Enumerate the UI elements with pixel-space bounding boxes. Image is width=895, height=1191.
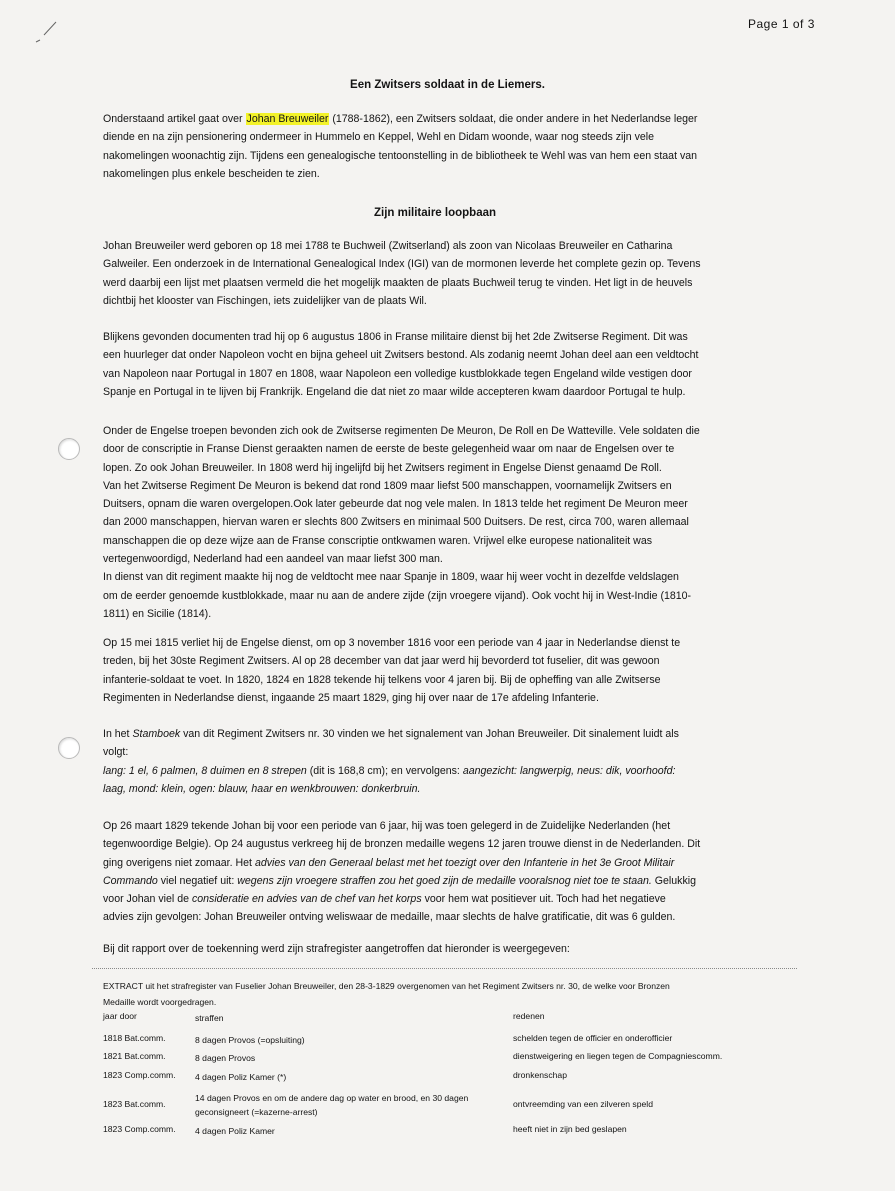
text-line: Johan Breuweiler werd geboren op 18 mei 1788 te Buchweil (Zwitserland) als zoon van Nicolaas Breuweiler en Catharina [103, 240, 673, 252]
extract-line: Medaille wordt voorgedragen. [103, 997, 217, 1007]
paragraph-french-service [103, 328, 797, 401]
cell-reason: heeft niet in zijn bed geslapen [513, 1124, 627, 1134]
text-line: lang: 1 el, 6 palmen, 8 duimen en 8 strepen (dit is 168,8 cm); en vervolgens: aangezicht: langwerpig, neus: dik, voorhoofd: [103, 764, 676, 777]
text-line: Onder de Engelse troepen bevonden zich ook de Zwitserse regimenten De Meuron, De Roll en De Watteville. Vele soldaten die [103, 425, 700, 437]
text-line: volgt: [103, 746, 129, 759]
text-line: Galweiler. Een onderzoek in de International Genealogical Index (IGI) van de mormonen leverde het complete gezin op. Tevens [103, 258, 701, 271]
text-line: dan 2000 manschappen, hiervan waren er slechts 800 Zwitsers en minimaal 500 Duitsers. De rest, circa 700, waren allemaal [103, 516, 689, 529]
text-line: een huurleger dat onder Napoleon vocht en bijna geheel uit Zwitsers bestond. Als zodanig neemt Johan deel aan een veldtocht [103, 349, 699, 362]
dotted-divider [92, 968, 797, 969]
text-line [103, 780, 797, 798]
paragraph-register-intro [103, 940, 797, 958]
text-line: voor Johan viel de consideratie en advies van de chef van het korps voor hem wat positiever uit. Toch had het negatieve [103, 893, 666, 906]
text-line: Op 15 mei 1815 verliet hij de Engelse dienst, om op 3 november 1816 voor een periode van 4 jaar in Nederlandse dienst te [103, 637, 681, 649]
header-year-by: jaar door [103, 1011, 137, 1021]
italic-text: consideratie en advies van de chef van het korps [191, 893, 422, 906]
text-line: 1811) en Sicilie (1814). [103, 607, 212, 620]
cell-year-by: 1818 Bat.comm. [103, 1033, 166, 1043]
text-line: Blijkens gevonden documenten trad hij op 6 augustus 1806 in Franse militaire dienst bij het 2de Zwitserse Regiment. Dit was [103, 331, 688, 343]
cell-year-by: 1823 Comp.comm. [103, 1124, 176, 1134]
text-line: nakomelingen plus enkele bescheiden te zien. [103, 167, 320, 180]
cell-punishment: 14 dagen Provos en om de andere dag op water en brood, en 30 dagen geconsigneert (=kazerne-arrest) [195, 1093, 469, 1117]
text-line: Van het Zwitserse Regiment De Meuron is bekend dat rond 1809 maar liefst 500 manschappen, voornamelijk Zwitsers en [103, 479, 672, 492]
text-line: door de conscriptie in Franse Dienst geraakten namen de eerste de beste gelegenheid waar om naar de Engelsen over te [103, 443, 675, 456]
cell-punishment: 8 dagen Provos (=opsluiting) [195, 1035, 305, 1045]
cell-reason: ontvreemding van een zilveren speld [513, 1099, 653, 1109]
cell-reason: dienstweigering en liegen tegen de Compagniescomm. [513, 1051, 723, 1061]
text-line: treden, bij het 30ste Regiment Zwitsers. Al op 28 december van dat jaar werd hij bevorderd tot fuselier, dit was gewoon [103, 655, 660, 668]
highlighted-name: Johan Breuweiler [246, 113, 329, 125]
text-line: van Napoleon naar Portugal in 1807 en 1808, waar Napoleon een volledige kustblokkade tegen Engeland wilde vestigen door [103, 367, 692, 380]
intro-paragraph [103, 110, 797, 183]
italic-text: wegens zijn vroegere straffen zou het goed zijn de medaille vooralsnog niet toe te staan. [237, 874, 652, 887]
text-line: Regimenten in Nederlandse dienst, ingaande 25 maart 1829, ging hij over naar de 17e afdeling Infanterie. [103, 691, 599, 704]
text-line: vertegenwoordigd, Nederland had een aandeel van maar liefst 300 man. [103, 553, 443, 566]
italic-text: Commando [103, 874, 158, 887]
document-title: Een Zwitsers soldaat in de Liemers. [350, 79, 545, 91]
extract-heading [103, 978, 793, 1010]
paragraph-dutch-service [103, 634, 797, 707]
text-line: Op 26 maart 1829 tekende Johan bij voor een periode van 6 jaar, hij was toen gelegerd in de Zuidelijke Nederlanden (het [103, 820, 671, 832]
text-line: ging overigens niet zomaar. Het advies van den Generaal belast met het toezigt over den Infanterie in het 3e Groot Militair [103, 856, 675, 869]
punch-hole [58, 737, 80, 759]
cell-reason: dronkenschap [513, 1070, 567, 1080]
italic-text: laag, mond: klein, ogen: blauw, haar en wenkbrouwen: donkerbruin. [103, 782, 421, 795]
text-line: Onderstaand artikel gaat over Johan Breuweiler (1788-1862), een Zwitsers soldaat, die onder andere in het Nederlandse leger [103, 113, 698, 125]
text-line: werd daarbij een lijst met plaatsen vermeld die het mogelijk maakten de plaats Buchweil terug te vinden. Het ligt in de heuvels [103, 276, 693, 289]
paragraph-medal [103, 817, 797, 927]
text-line: diende en na zijn pensionering ondermeer in Hummelo en Keppel, Wehl en Didam woonde, waar nog steeds zijn vele [103, 131, 655, 144]
cell-year-by: 1823 Comp.comm. [103, 1070, 176, 1080]
text-line: manschappen die op deze wijze aan de Franse conscriptie ontkwamen waren. Vrijwel elke europese nationaliteit was [103, 534, 653, 547]
italic-text: lang: 1 el, 6 palmen, 8 duimen en 8 strepen [103, 764, 307, 777]
italic-text: advies van den Generaal belast met het toezigt over den Infanterie in het 3e Groot Militair [254, 856, 675, 869]
text-line: nakomelingen woonachtig zijn. Tijdens een genealogische tentoonstelling in de bibliotheek te Wehl was van hem een staat van [103, 149, 698, 162]
text-line: Duitsers, opnam die waren overgelopen.Ook later gebeurde dat nog vele malen. In 1813 telde het regiment De Meuron meer [103, 498, 688, 511]
text-line: In het Stamboek van dit Regiment Zwitsers nr. 30 vinden we het signalement van Johan Breuweiler. Dit sinalement luidt als [103, 728, 679, 740]
cell-punishment: 8 dagen Provos [195, 1053, 256, 1063]
text-line: advies zijn gevolgen: Johan Breuweiler ontving weliswaar de medaille, maar slechts de halve gratificatie, dit was 6 gulden. [103, 911, 676, 924]
text-line: Commando viel negatief uit: wegens zijn vroegere straffen zou het goed zijn de medaille vooralsnog niet toe te staan. Gelukkig [103, 874, 697, 887]
text-line: Spanje en Portugal in te lijven bij Frankrijk. Engeland die dat niet zo maar wilde accepteren kwam daardoor Portugal te hulp. [103, 385, 686, 398]
text-line: om de eerder genoemde kustblokkade, maar nu aan de andere zijde (zijn vroegere vijand). Ook vocht hij in West-Indie (1810- [103, 589, 692, 602]
cell-year-by: 1821 Bat.comm. [103, 1051, 166, 1061]
text-line: infanterie-soldaat te voet. In 1820, 1824 en 1828 tekende hij telkens voor 4 jaren bij. Bij de opheffing van alle Zwitserse [103, 673, 661, 686]
text-line: tegenwoordige Belgie). Op 24 augustus verkreeg hij de bronzen medaille wegens 12 jaren trouwe dienst in de Nederlanden. Dit [103, 838, 701, 851]
cell-year-by: 1823 Bat.comm. [103, 1099, 166, 1109]
cell-reason: schelden tegen de officier en onderofficier [513, 1033, 673, 1043]
paragraph-english-troops [103, 422, 797, 623]
header-punishments: straffen [195, 1013, 224, 1023]
paragraph-stamboek [103, 725, 797, 798]
italic-text: Stamboek [132, 728, 181, 740]
extract-line: EXTRACT uit het strafregister van Fuselier Johan Breuweiler, den 28-3-1829 overgenomen van het Regiment Zwitsers nr. 30, de welke voor Bronzen [103, 981, 670, 991]
paragraph-birth [103, 237, 797, 310]
cell-punishment: 4 dagen Poliz Kamer (*) [195, 1072, 287, 1082]
italic-text: aangezicht: langwerpig, neus: dik, voorhoofd: [462, 764, 676, 777]
text-line: Bij dit rapport over de toekenning werd zijn strafregister aangetroffen dat hieronder is weergegeven: [103, 943, 570, 955]
pencil-mark [30, 20, 60, 50]
text-line: lopen. Zo ook Johan Breuweiler. In 1808 werd hij ingelijfd bij het Zwitsers regiment in Engelse Dienst genaamd De Roll. [103, 461, 662, 474]
page-number: Page 1 of 3 [748, 17, 815, 31]
text-line: dichtbij het klooster van Fischingen, iets zuidelijker van de plaats Wil. [103, 294, 427, 307]
header-reasons: redenen [513, 1011, 545, 1021]
cell-punishment: 4 dagen Poliz Kamer [195, 1126, 275, 1136]
punch-hole [58, 438, 80, 460]
section-heading: Zijn militaire loopbaan [373, 207, 497, 219]
text-line: In dienst van dit regiment maakte hij nog de veldtocht mee naar Spanje in 1809, waar hij weer vocht in dezelfde veldslagen [103, 571, 679, 584]
